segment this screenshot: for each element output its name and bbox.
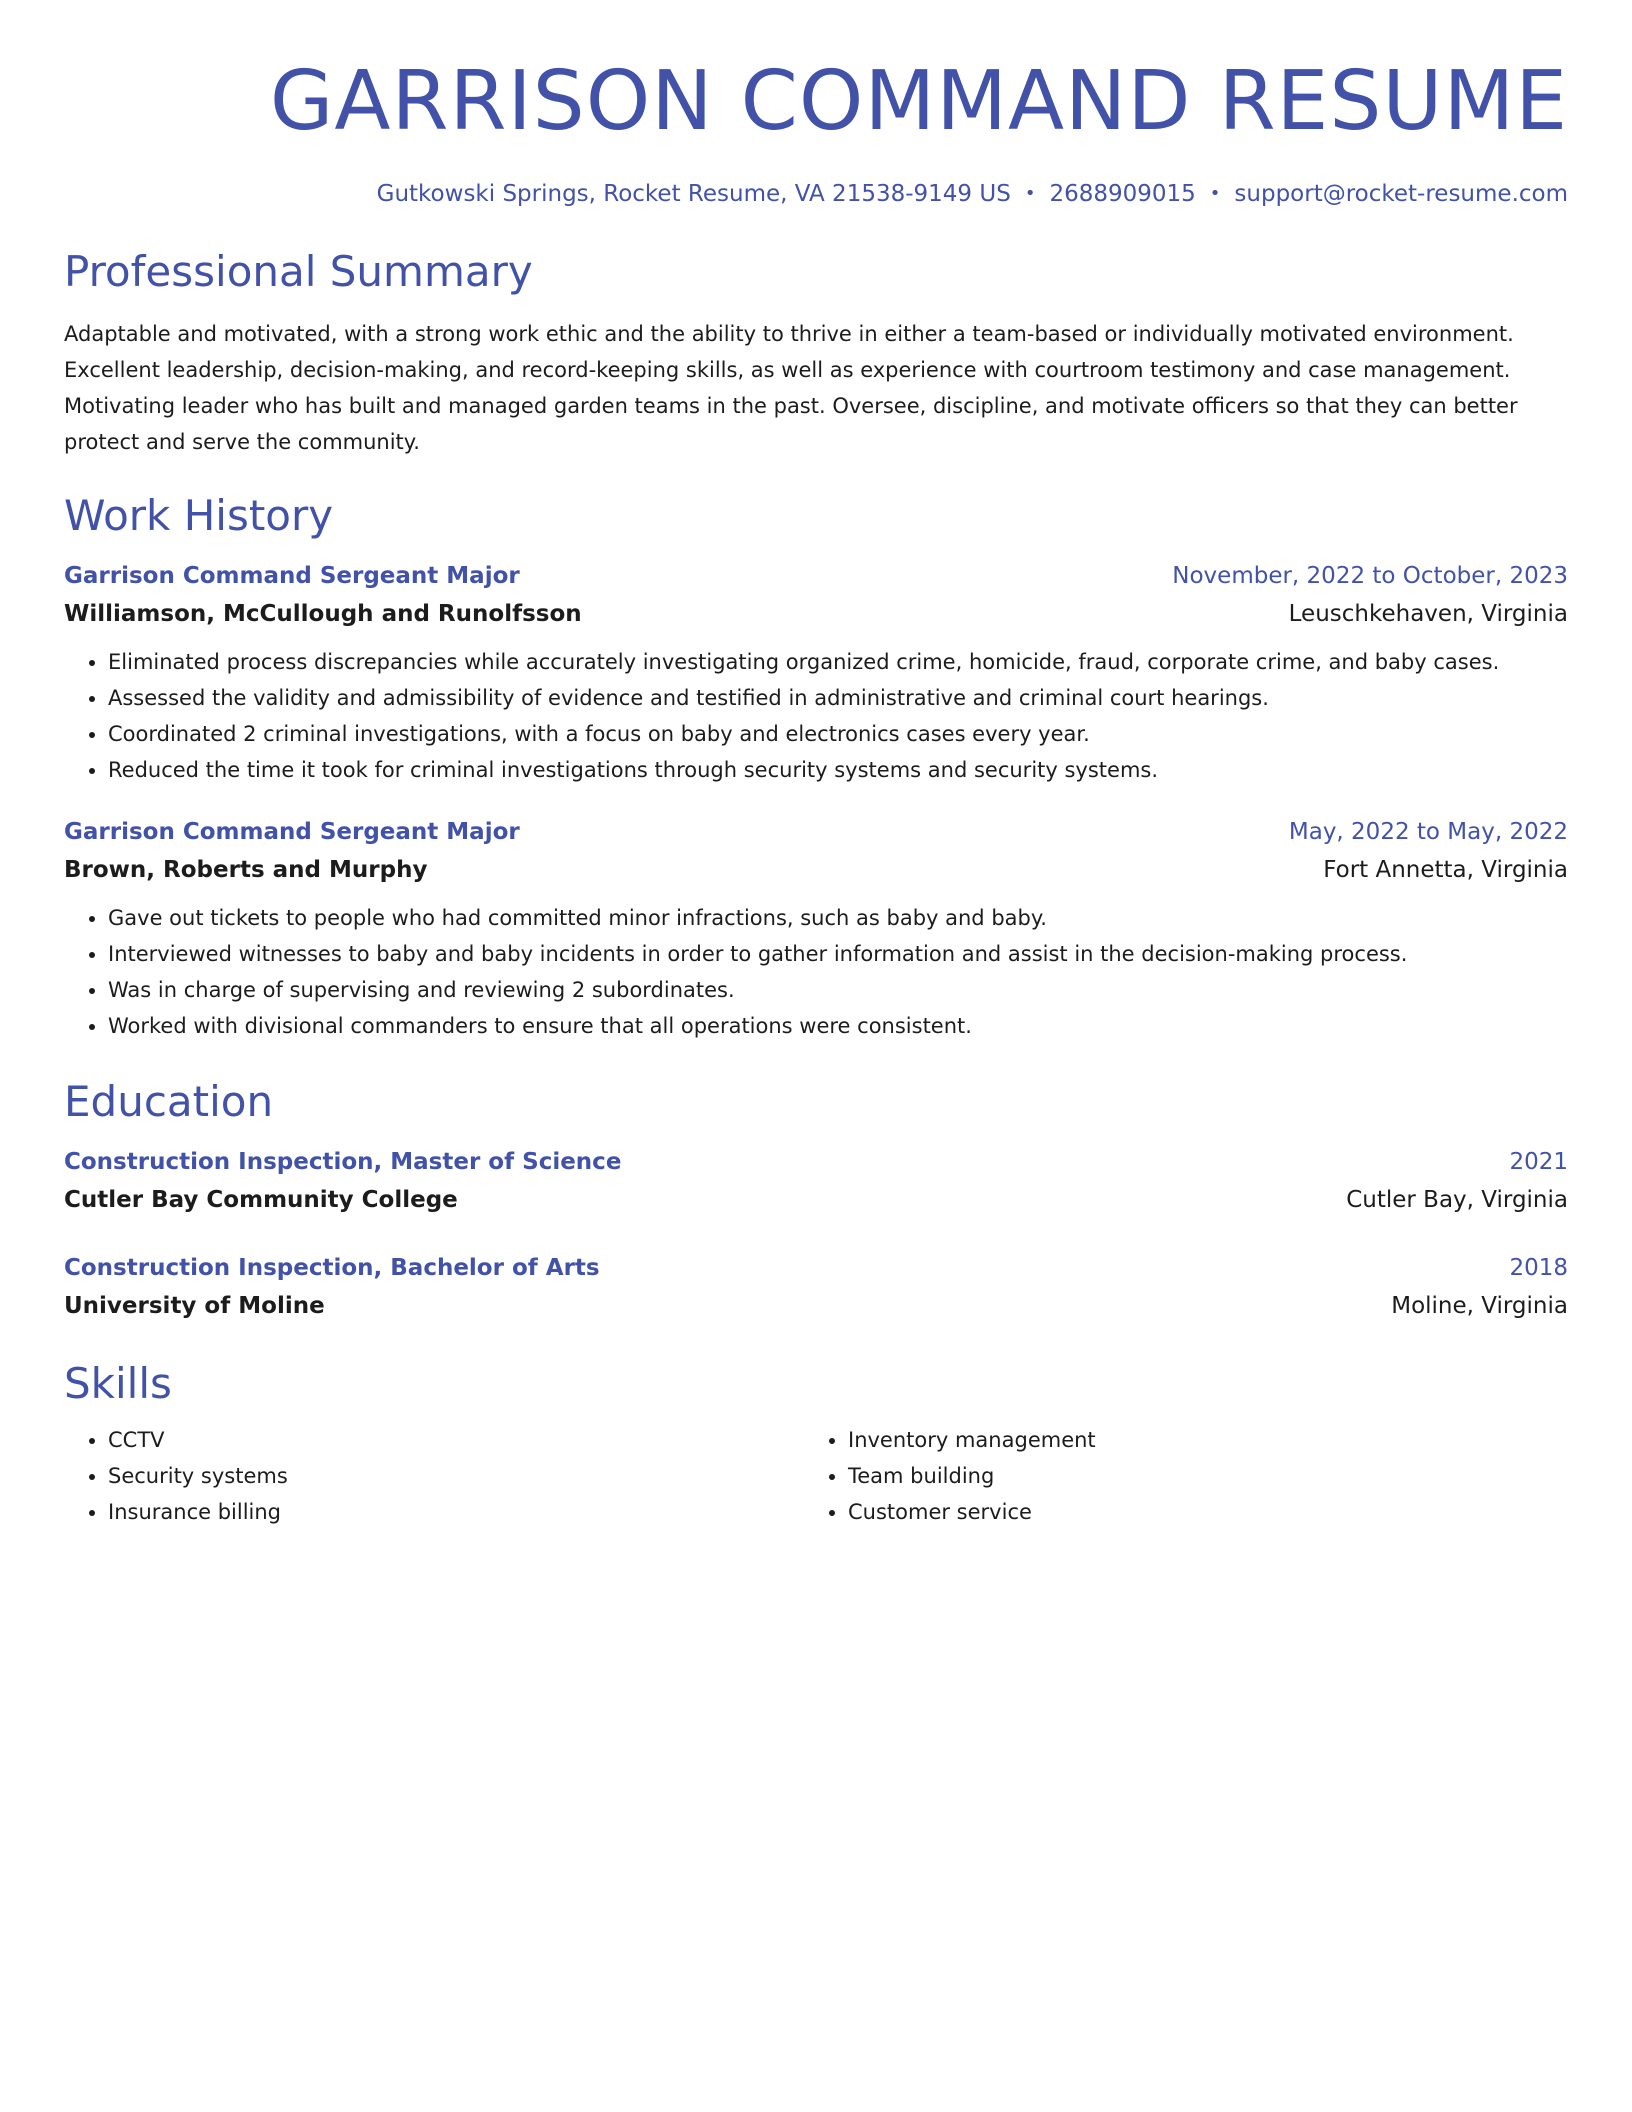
skill-item: • Customer service xyxy=(848,1494,1096,1530)
section-title-skills: Skills xyxy=(64,1359,172,1408)
contact-phone: 2688909015 xyxy=(1049,181,1196,207)
education-school-row xyxy=(64,1286,1568,1326)
education-entry xyxy=(64,1250,1568,1326)
job-entry xyxy=(64,814,1568,1044)
job-location: Fort Annetta, Virginia xyxy=(1323,857,1568,883)
job-duty: • Worked with divisional commanders to ensure that all operations were consistent. xyxy=(108,1008,1568,1044)
job-entry xyxy=(64,558,1568,788)
job-location: Leuschkehaven, Virginia xyxy=(1288,601,1568,627)
education-school-row xyxy=(64,1180,1568,1220)
job-company-row xyxy=(64,594,1568,634)
job-duty: • Eliminated process discrepancies while accurately investigating organized crime, homicide, fraud, corporate crime, and baby cases. xyxy=(108,644,1568,680)
contact-line xyxy=(64,178,1568,210)
skill-item: • Security systems xyxy=(108,1458,804,1494)
job-company: Brown, Roberts and Murphy xyxy=(64,857,428,883)
job-header-row xyxy=(64,814,1568,850)
skills-columns xyxy=(64,1422,1568,1530)
job-title: Garrison Command Sergeant Major xyxy=(64,819,520,845)
skills-list-right xyxy=(804,1422,1096,1530)
job-duties-list xyxy=(64,900,1568,1044)
section-title-work-history: Work History xyxy=(64,491,334,540)
job-duty: • Reduced the time it took for criminal investigations through security systems and security systems. xyxy=(108,752,1568,788)
education-year: 2018 xyxy=(1509,1255,1568,1281)
job-header-row xyxy=(64,558,1568,594)
contact-email[interactable]: support@rocket-resume.com xyxy=(1234,181,1568,207)
education-year: 2021 xyxy=(1509,1149,1568,1175)
contact-separator: • xyxy=(1209,183,1221,204)
job-duties-list xyxy=(64,644,1568,788)
skill-item: • Insurance billing xyxy=(108,1494,804,1530)
education-header-row xyxy=(64,1144,1568,1180)
job-duty: • Was in charge of supervising and reviewing 2 subordinates. xyxy=(108,972,1568,1008)
job-dates: November, 2022 to October, 2023 xyxy=(1172,563,1568,589)
job-duty: • Interviewed witnesses to baby and baby incidents in order to gather information and assist in the decision-making process. xyxy=(108,936,1568,972)
contact-address: Gutkowski Springs, Rocket Resume, VA 21538-9149 US xyxy=(376,181,1011,207)
job-duty: • Gave out tickets to people who had committed minor infractions, such as baby and baby. xyxy=(108,900,1568,936)
education-degree: Construction Inspection, Master of Science xyxy=(64,1149,622,1175)
job-duty: • Assessed the validity and admissibility of evidence and testified in administrative and criminal court hearings. xyxy=(108,680,1568,716)
section-title-education: Education xyxy=(64,1077,274,1126)
skill-item: • Team building xyxy=(848,1458,1096,1494)
education-school: Cutler Bay Community College xyxy=(64,1187,458,1213)
job-title: Garrison Command Sergeant Major xyxy=(64,563,520,589)
job-company: Williamson, McCullough and Runolfsson xyxy=(64,601,582,627)
skill-item: • Inventory management xyxy=(848,1422,1096,1458)
education-entry xyxy=(64,1144,1568,1220)
skills-section xyxy=(64,1356,1568,1530)
job-company-row xyxy=(64,850,1568,890)
summary-text: Adaptable and motivated, with a strong work ethic and the ability to thrive in either a team-based or individually motivated environment. Excellent leadership, decision-making, and record-keeping skills, as well as experience with courtroom testimony and case management. Motivating leader who has built and managed garden teams in the past. Oversee, discipline, and motivate officers so that they can better protect and serve the community. xyxy=(64,322,1518,454)
resume-header xyxy=(64,0,1568,210)
education-degree: Construction Inspection, Bachelor of Arts xyxy=(64,1255,600,1281)
education-school: University of Moline xyxy=(64,1293,325,1319)
education-location: Cutler Bay, Virginia xyxy=(1346,1187,1568,1213)
contact-separator: • xyxy=(1024,183,1036,204)
summary-section xyxy=(64,244,1568,460)
section-title-summary: Professional Summary xyxy=(64,247,533,296)
resume-name: GARRISON COMMAND RESUME xyxy=(269,54,1568,149)
work-history-section xyxy=(64,488,1568,1044)
education-header-row xyxy=(64,1250,1568,1286)
skill-item: • CCTV xyxy=(108,1422,804,1458)
skills-list-left xyxy=(64,1422,804,1530)
job-dates: May, 2022 to May, 2022 xyxy=(1288,819,1568,845)
education-location: Moline, Virginia xyxy=(1391,1293,1568,1319)
job-duty: • Coordinated 2 criminal investigations, with a focus on baby and electronics cases every year. xyxy=(108,716,1568,752)
education-section xyxy=(64,1074,1568,1326)
